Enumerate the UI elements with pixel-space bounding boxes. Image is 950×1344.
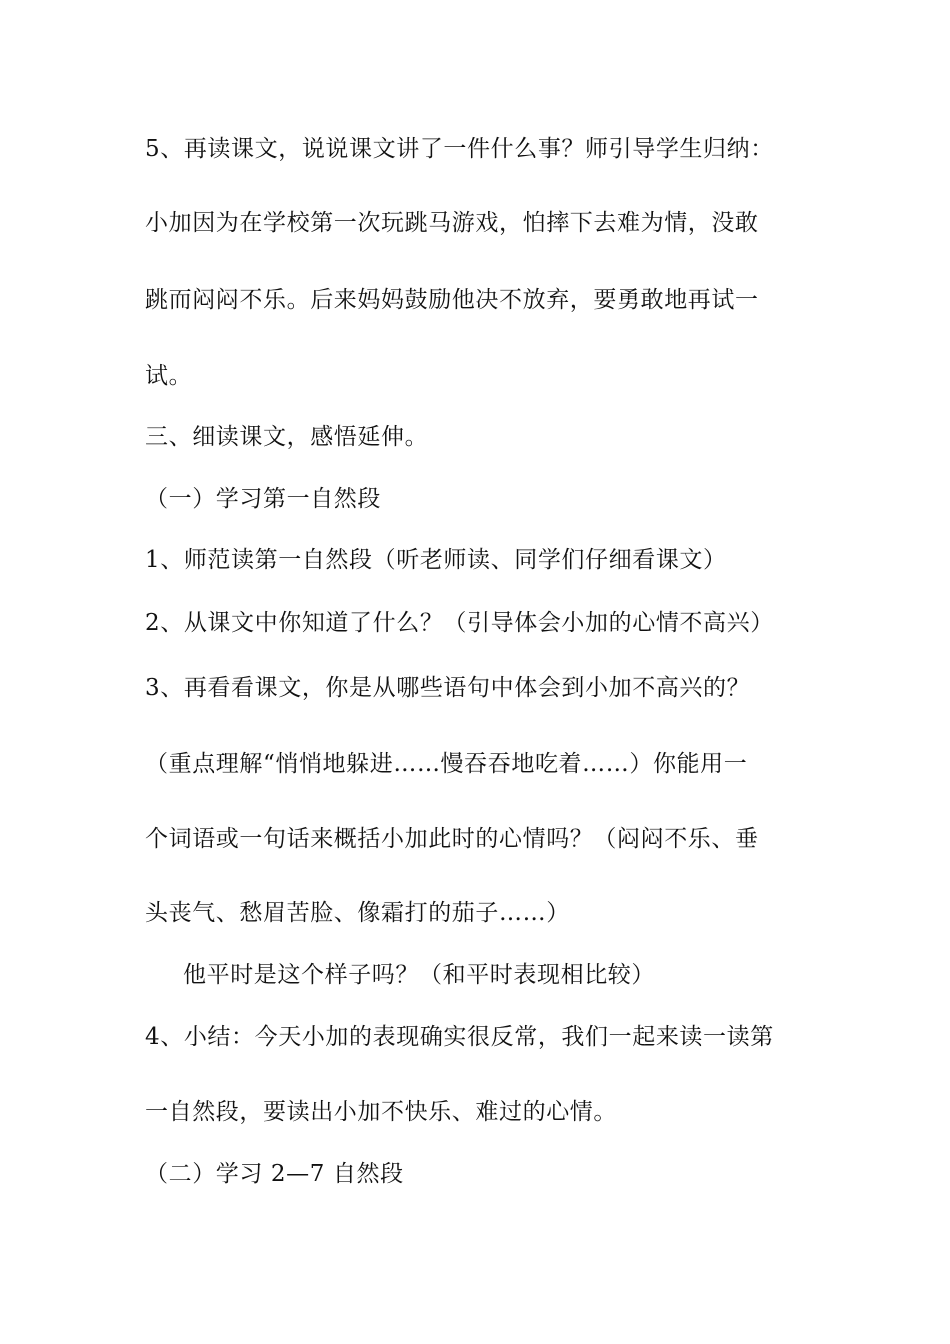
text-line: 试。 bbox=[145, 363, 193, 389]
text-line: 一自然段，要读出小加不快乐、难过的心情。 bbox=[145, 1099, 617, 1125]
text-line: 3、再看看课文，你是从哪些语句中体会到小加不高兴的？ bbox=[145, 675, 751, 701]
subsection-heading: （一）学习第一自然段 bbox=[145, 486, 381, 512]
text-line: 2、从课文中你知道了什么？（引导体会小加的心情不高兴） bbox=[145, 610, 774, 636]
text-line: （重点理解“悄悄地躲进……慢吞吞地吃着……）你能用一 bbox=[145, 751, 748, 777]
text-line: 个词语或一句话来概括小加此时的心情吗？（闷闷不乐、垂 bbox=[145, 826, 759, 852]
text-line: 头丧气、愁眉苦脸、像霜打的茄子……） bbox=[145, 900, 570, 926]
text-line: 跳而闷闷不乐。后来妈妈鼓励他决不放弃，要勇敢地再试一 bbox=[145, 287, 759, 313]
text-line: 4、小结：今天小加的表现确实很反常，我们一起来读一读第 bbox=[145, 1024, 774, 1050]
text-line: 小加因为在学校第一次玩跳马游戏，怕摔下去难为情，没敢 bbox=[145, 210, 759, 236]
text-line: 1、师范读第一自然段（听老师读、同学们仔细看课文） bbox=[145, 547, 727, 573]
section-heading: 三、细读课文，感悟延伸。 bbox=[145, 424, 429, 450]
text-line: 5、再读课文，说说课文讲了一件什么事？师引导学生归纳： bbox=[145, 136, 774, 162]
text-line-indented: 他平时是这个样子吗？（和平时表现相比较） bbox=[183, 962, 655, 988]
subsection-heading: （二）学习 2—7 自然段 bbox=[145, 1161, 404, 1187]
